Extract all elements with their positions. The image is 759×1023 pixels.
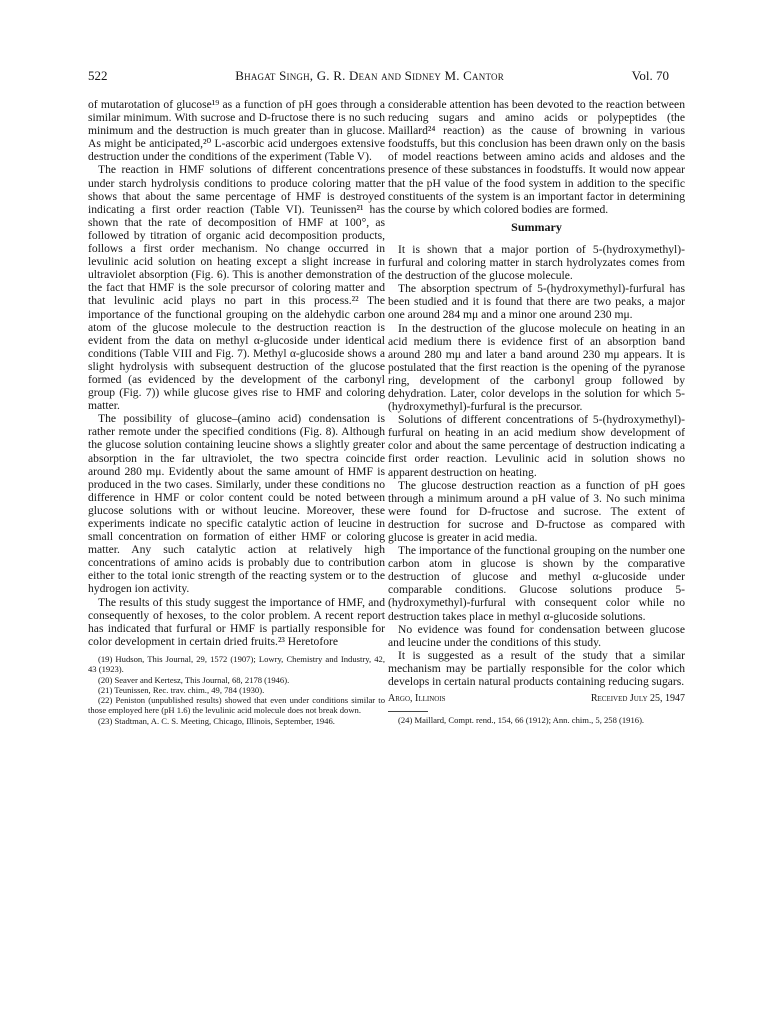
summary-paragraph: The importance of the functional grouping on the number one carbon atom in glucose is shown by the comparative destruction of glucose and methyl α-glucoside under comparable conditions. Glucose solutions produce 5-(hydroxymethyl)-furfural with consequent color while no destruction takes place in methyl α-glucoside solutions. (388, 544, 685, 623)
right-column (388, 98, 685, 726)
signature-line (388, 692, 685, 705)
summary-paragraph: It is shown that a major portion of 5-(hydroxymethyl)-furfural and coloring matter in starch hydrolyzates comes from the destruction of the glucose molecule. (388, 242, 685, 283)
running-header (88, 68, 669, 84)
location: Argo, Illinois (388, 693, 446, 705)
received-date: Received July 25, 1947 (590, 693, 685, 705)
paragraph: considerable attention has been devoted to the reaction between reducing sugars and amino acids or polypeptides (the Maillard²⁴ reaction) as the cause of browning in various foodstuffs, but this conclusion has been drawn only on the basis of model reactions between amino acids and aldoses and the presence of these substances in foodstuffs. It would now appear that the pH value of the food system in addition to the specific constituents of the system is an important factor in determining the course by which colored bodies are formed. (388, 98, 685, 216)
footnote-22: (22) Peniston (unpublished results) showed that even under conditions similar to those employed here (pH 1.6) the levulinic acid molecule does not break down. (88, 695, 385, 716)
footnote-divider (388, 711, 428, 712)
summary-paragraph: Solutions of different concentrations of 5-(hydroxymethyl)-furfural on heating in an acid medium show development of color and about the same percentage of destruction indicating a first order reaction. Levulinic acid in solution shows no apparent destruction on heating. (388, 413, 685, 479)
left-column (88, 98, 385, 726)
summary-heading: Summary (511, 219, 562, 234)
footnote-20: (20) Seaver and Kertesz, This Journal, 68, 2178 (1946). (98, 674, 290, 685)
left-footnotes (88, 654, 385, 726)
summary-paragraph: In the destruction of the glucose molecule on heating in an acid medium there is evidence first of an absorption band around 280 mμ and later a band around 230 mμ appears. It is postulated that the first reaction is the opening of the pyranose ring, development of the carbonyl group followed by dehydration. Later, color develops in the solution for which 5-(hydroxymethyl)-furfural is the precursor. (388, 321, 685, 414)
summary-paragraph: The absorption spectrum of 5-(hydroxymethyl)-furfural has been studied and it is found that there are two peaks, a major one around 284 mμ and a minor one around 230 mμ. (388, 282, 685, 322)
volume-label: Vol. 70 (631, 68, 669, 83)
paragraph: The possibility of glucose–(amino acid) condensation is rather remote under the specified conditions (Fig. 8). Although the glucose solution containing leucine shows a slightly greater absorption in the far ultraviolet, the two spectra coincide around 280 mμ. Evidently about the same amount of HMF is produced in the two cases. Similarly, under these conditions no difference in HMF or color content could be noted between glucose solutions with or without leucine. Moreover, these experiments indicate no specific catalytic action of leucine in small concentration on formation of either HMF or coloring matter. Any such catalytic action at relatively high concentrations of amino acids is probably due to contribution either to the total ionic strength of the reacting system or to the hydrogen ion activity. (88, 412, 385, 596)
running-title: Bhagat Singh, G. R. Dean and Sidney M. Cantor (235, 68, 504, 83)
paragraph: The reaction in HMF solutions of different concentrations under starch hydrolysis conditions to produce coloring matter shows that about the same percentage of HMF is destroyed indicating a first order reaction (Table VI). Teunissen²¹ has shown that the rate of decomposition of HMF at 100°, as followed by titration of organic acid decomposition products, follows a first order mechanism. No change occurred in levulinic acid solution on heating except a slight increase in ultraviolet absorption (Fig. 6). This is another demonstration of the fact that HMF is the sole precursor of coloring matter and that levulinic acid plays no part in this process.²² The importance of the functional grouping on the aldehydic carbon atom of the glucose molecule to the destruction reaction is evident from the data on methyl α-glucoside under identical conditions (Table VIII and Fig. 7). Methyl α-glucoside shows a slight hydrolysis with subsequent destruction of the glucose formed (as evidenced by the development of the carbonyl group (Fig. 7)) while glucose gives rise to HMF and coloring matter. (88, 163, 385, 413)
summary-paragraph: It is suggested as a result of the study that a similar mechanism may be partially responsible for the color which develops in certain natural products containing reducing sugars. (388, 648, 685, 689)
summary-paragraph: No evidence was found for condensation between glucose and leucine under the conditions of this study. (388, 622, 685, 649)
paragraph: The results of this study suggest the importance of HMF, and consequently of hexoses, to the color problem. A recent report has indicated that furfural or HMF is partially responsible for color development in certain dried fruits.²³ Heretofore (88, 595, 385, 648)
footnote-24: (24) Maillard, Compt. rend., 154, 66 (1912); Ann. chim., 5, 258 (1916). (398, 715, 645, 726)
paragraph: of mutarotation of glucose¹⁹ as a function of pH goes through a similar minimum. With sucrose and D-fructose there is no such minimum and the destruction is much greater than in glucose. As might be anticipated,²⁰ L-ascorbic acid undergoes extensive destruction under the conditions of the experiment (Table V). (88, 98, 385, 164)
summary-paragraph: The glucose destruction reaction as a function of pH goes through a minimum around a pH value of 3. No such minima were found for D-fructose and sucrose. The extent of destruction for sucrose and D-fructose as compared with glucose is greater in acid media. (388, 478, 685, 544)
page-number: 522 (88, 68, 108, 83)
footnote-19: (19) Hudson, This Journal, 29, 1572 (1907); Lowry, Chemistry and Industry, 42, 43 (1923). (88, 653, 385, 675)
footnote-21: (21) Teunissen, Rec. trav. chim., 49, 784 (1930). (98, 684, 265, 695)
footnote-23: (23) Stadtman, A. C. S. Meeting, Chicago, Illinois, September, 1946. (98, 715, 335, 726)
